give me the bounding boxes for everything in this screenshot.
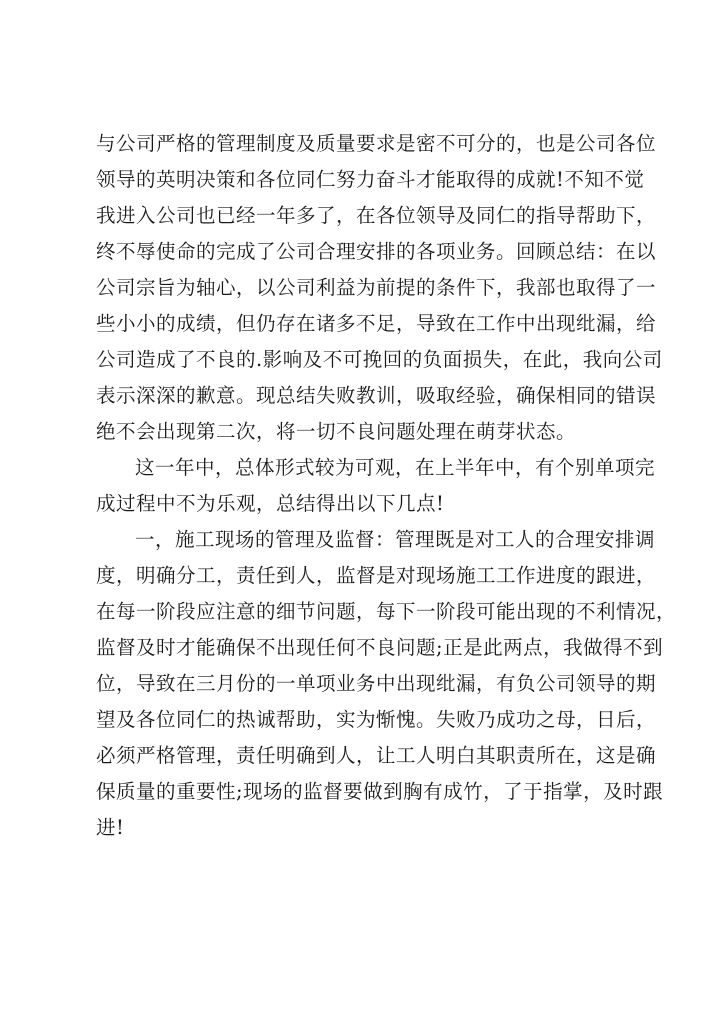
text-line: 绝不会出现第二次，将一切不良问题处理在萌芽状态。 <box>96 420 577 443</box>
text-line: 保质量的重要性;现场的监督要做到胸有成竹，了于指掌，及时跟 <box>96 780 664 803</box>
text-line: 表示深深的歉意。现总结失败教训，吸取经验，确保相同的错误 <box>96 384 657 407</box>
text-line: 进! <box>96 816 125 839</box>
text-line: 与公司严格的管理制度及质量要求是密不可分的，也是公司各位 <box>96 132 657 155</box>
text-line: 位，导致在三月份的一单项业务中出现纰漏，有负公司领导的期 <box>96 672 657 695</box>
text-line: 领导的英明决策和各位同仁努力奋斗才能取得的成就!不知不觉 <box>96 168 645 191</box>
text-line: 公司造成了不良的.影响及不可挽回的负面损失，在此，我向公司 <box>96 348 663 371</box>
text-line: 成过程中不为乐观，总结得出以下几点! <box>96 492 445 515</box>
document-body <box>96 126 677 846</box>
text-line: 终不辱使命的完成了公司合理安排的各项业务。回顾总结：在以 <box>96 240 657 263</box>
text-line: 些小小的成绩，但仍存在诸多不足，导致在工作中出现纰漏，给 <box>96 312 657 335</box>
text-line: 望及各位同仁的热诚帮助，实为惭愧。失败乃成功之母，日后， <box>96 708 657 731</box>
text-line: 这一年中，总体形式较为可观，在上半年中，有个别单项完 <box>135 456 656 479</box>
text-line: 必须严格管理，责任明确到人，让工人明白其职责所在，这是确 <box>96 744 657 767</box>
text-line: 一，施工现场的管理及监督：管理既是对工人的合理安排调 <box>135 528 656 551</box>
paragraph-2 <box>96 450 656 522</box>
paragraph-1 <box>96 126 663 450</box>
text-line: 监督及时才能确保不出现任何不良问题;正是此两点，我做得不到 <box>96 636 664 659</box>
paragraph-3 <box>96 522 677 846</box>
text-line: 度，明确分工，责任到人，监督是对现场施工工作进度的跟进， <box>96 564 657 587</box>
text-line: 我进入公司也已经一年多了，在各位领导及同仁的指导帮助下， <box>96 204 657 227</box>
text-line: 公司宗旨为轴心，以公司利益为前提的条件下，我部也取得了一 <box>96 276 657 299</box>
text-line: 在每一阶段应注意的细节问题，每下一阶段可能出现的不利情况， <box>96 600 677 623</box>
